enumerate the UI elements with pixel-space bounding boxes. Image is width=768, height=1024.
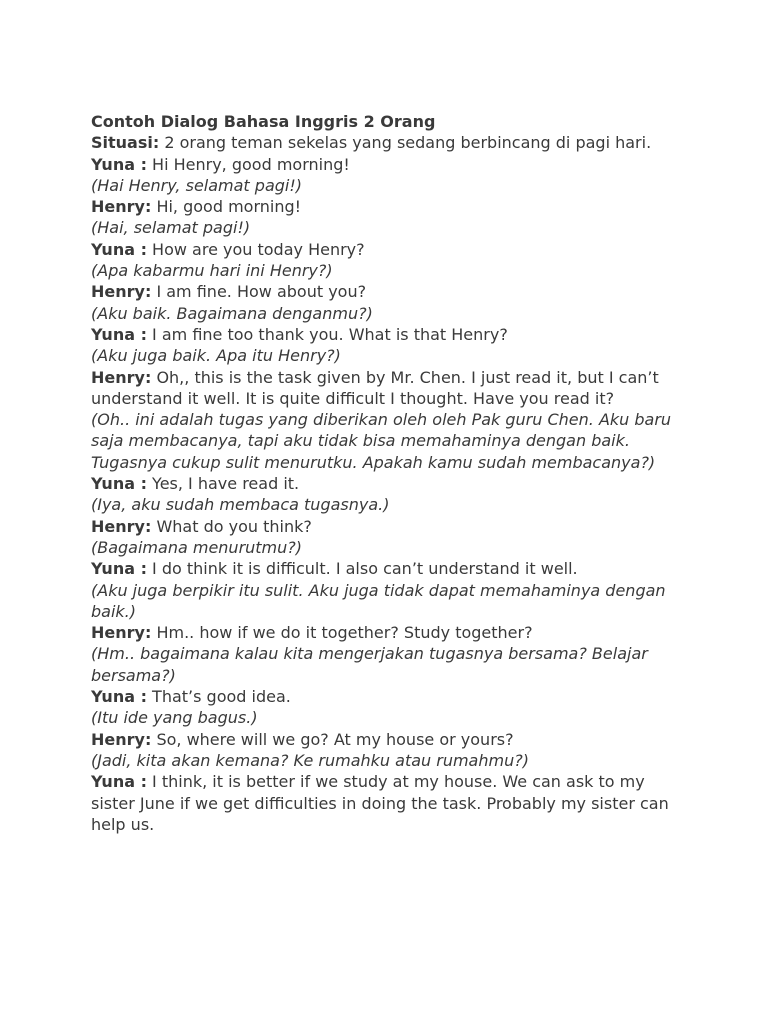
translation-line: (Aku juga baik. Apa itu Henry?)	[91, 346, 341, 366]
speaker-name: Henry:	[91, 623, 152, 643]
dialog-line	[91, 729, 691, 750]
translation-line: (Hai Henry, selamat pagi!)	[91, 175, 302, 195]
speaker-name: Henry:	[91, 282, 152, 302]
dialog-text: I am fine too thank you. What is that Henry?	[146, 324, 508, 344]
dialog-text: I think, it is better if we study at my house. We can ask to my sister June if we get difficulties in doing the task. Probably my sister can help us.	[91, 772, 669, 834]
dialog-line	[91, 473, 691, 494]
speaker-name: Yuna :	[91, 559, 147, 579]
dialog-line	[91, 771, 691, 835]
dialog-text: I do think it is difficult. I also can’t understand it well.	[146, 559, 578, 579]
dialog-line	[91, 281, 691, 302]
speaker-name: Henry:	[91, 367, 152, 387]
speaker-name: Henry:	[91, 516, 152, 536]
dialog-text: Hi Henry, good morning!	[146, 154, 350, 174]
translation-line: (Aku baik. Bagaimana denganmu?)	[91, 303, 373, 323]
translation-line: (Bagaimana menurutmu?)	[91, 537, 303, 557]
situation-line	[91, 132, 691, 153]
dialog-line	[91, 154, 691, 175]
translation-line: (Itu ide yang bagus.)	[91, 708, 258, 728]
dialog-line	[91, 324, 691, 345]
document-page	[91, 111, 691, 835]
translation-line: (Hm.. bagaimana kalau kita mengerjakan tugasnya bersama? Belajar bersama?)	[91, 644, 648, 685]
dialog-text: Hm.. how if we do it together? Study together?	[151, 623, 533, 643]
speaker-name: Yuna :	[91, 239, 147, 259]
dialog-text: How are you today Henry?	[146, 239, 365, 259]
speaker-name: Yuna :	[91, 772, 147, 792]
situation-label: Situasi:	[91, 133, 160, 153]
dialog-line	[91, 516, 691, 537]
translation-line: (Jadi, kita akan kemana? Ke rumahku atau rumahmu?)	[91, 750, 529, 770]
dialog-line	[91, 622, 691, 643]
dialog-text: That’s good idea.	[146, 687, 291, 707]
speaker-name: Yuna :	[91, 474, 147, 494]
dialog-text: What do you think?	[151, 516, 312, 536]
dialog-line	[91, 196, 691, 217]
speaker-name: Yuna :	[91, 324, 147, 344]
dialog-text: So, where will we go? At my house or yours?	[151, 729, 514, 749]
speaker-name: Henry:	[91, 729, 152, 749]
speaker-name: Yuna :	[91, 687, 147, 707]
translation-line: (Oh.. ini adalah tugas yang diberikan oleh oleh Pak guru Chen. Aku baru saja membacanya, tapi aku tidak bisa memahaminya dengan baik. Tugasnya cukup sulit menurutku. Apakah kamu sudah membacanya?)	[91, 410, 672, 472]
translation-line: (Hai, selamat pagi!)	[91, 218, 251, 238]
dialog-text: Oh,, this is the task given by Mr. Chen. I just read it, but I can’t understand it well. It is quite difficult I thought. Have you read it?	[91, 367, 659, 408]
dialog-line	[91, 367, 691, 410]
speaker-name: Yuna :	[91, 154, 147, 174]
dialog-text: I am fine. How about you?	[151, 282, 367, 302]
dialog-line	[91, 686, 691, 707]
document-title: Contoh Dialog Bahasa Inggris 2 Orang	[91, 112, 436, 131]
translation-line: (Iya, aku sudah membaca tugasnya.)	[91, 495, 390, 515]
dialog-text: Hi, good morning!	[151, 197, 302, 217]
translation-line: (Aku juga berpikir itu sulit. Aku juga tidak dapat memahaminya dengan baik.)	[91, 580, 666, 621]
situation-text: 2 orang teman sekelas yang sedang berbincang di pagi hari.	[159, 133, 652, 153]
translation-line: (Apa kabarmu hari ini Henry?)	[91, 261, 333, 281]
dialog-line	[91, 239, 691, 260]
dialog-line	[91, 558, 691, 579]
dialog-text: Yes, I have read it.	[146, 474, 300, 494]
speaker-name: Henry:	[91, 197, 152, 217]
